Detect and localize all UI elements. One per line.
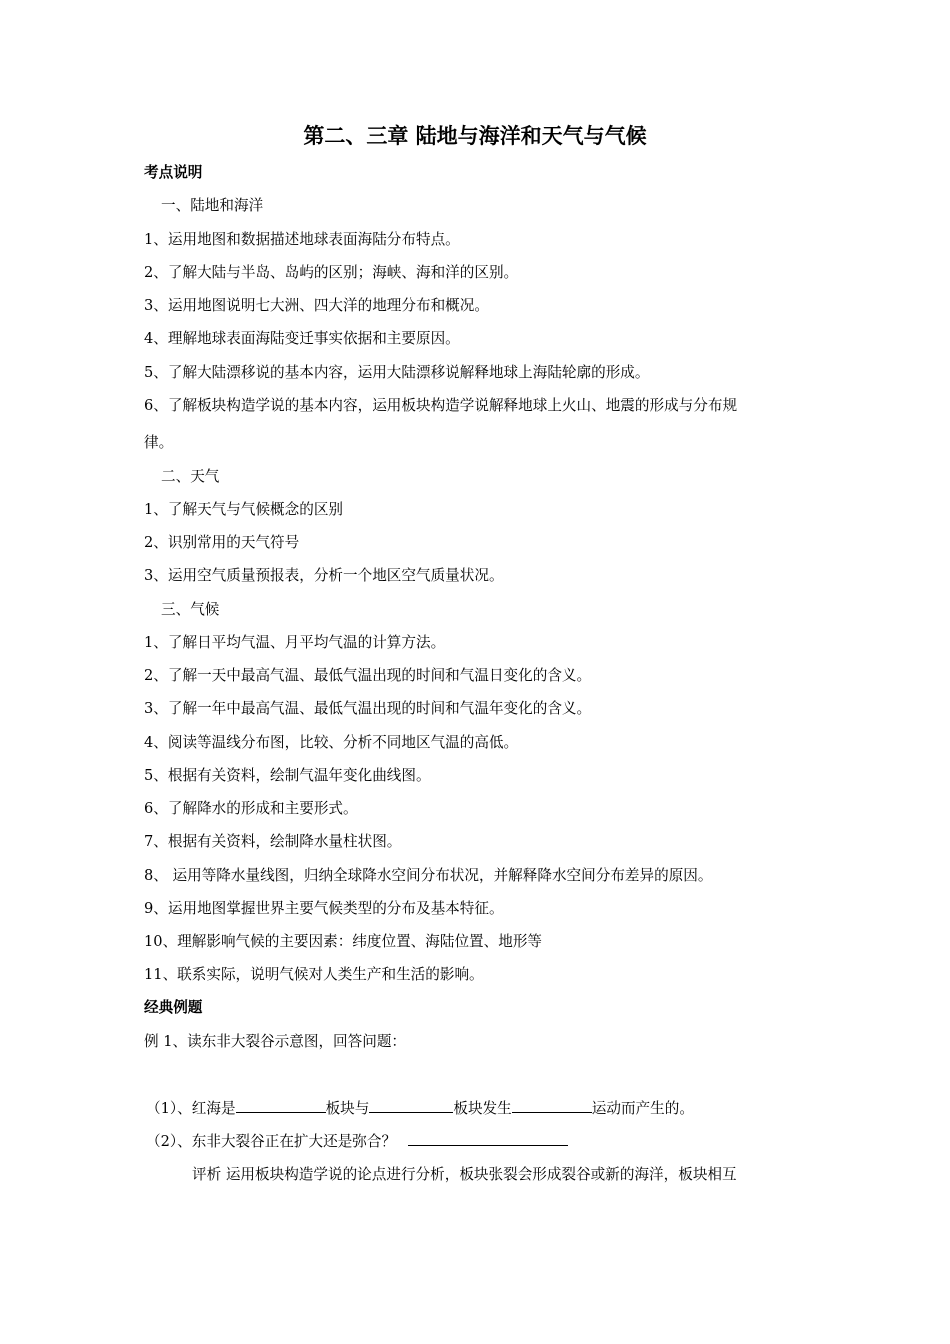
- list-item: 7、根据有关资料，绘制降水量柱状图。: [144, 833, 402, 850]
- list-item: 10、理解影响气候的主要因素：纬度位置、海陆位置、地形等: [144, 933, 543, 950]
- list-item: 5、了解大陆漂移说的基本内容，运用大陆漂移说解释地球上海陆轮廓的形成。: [144, 364, 650, 381]
- list-item: 2、了解一天中最高气温、最低气温出现的时间和气温日变化的含义。: [144, 667, 592, 684]
- part2-title: 二、天气: [161, 468, 220, 485]
- answer-blank-4[interactable]: [408, 1130, 568, 1146]
- q2-text: （2）、东非大裂谷正在扩大还是弥合？: [146, 1133, 397, 1150]
- list-item-continuation: 律。: [144, 434, 174, 451]
- page-title: 第二、三章 陆地与海洋和天气与气候: [303, 124, 647, 148]
- list-item: 3、运用地图说明七大洲、四大洋的地理分布和概况。: [144, 297, 489, 314]
- list-item: 9、运用地图掌握世界主要气候类型的分布及基本特征。: [144, 900, 504, 917]
- list-item: 4、理解地球表面海陆变迁事实依据和主要原因。: [144, 330, 460, 347]
- section-heading-examples: 经典例题: [144, 999, 203, 1016]
- answer-blank-1[interactable]: [236, 1097, 326, 1113]
- answer-blank-3[interactable]: [512, 1097, 592, 1113]
- answer-blank-2[interactable]: [369, 1097, 453, 1113]
- list-item: 6、了解降水的形成和主要形式。: [144, 800, 358, 817]
- question-2: [146, 1130, 826, 1153]
- list-item: 11、联系实际，说明气候对人类生产和生活的影响。: [144, 966, 484, 983]
- question-1: [146, 1097, 826, 1120]
- section-heading-kaodian: 考点说明: [144, 164, 203, 181]
- list-item: 8、 运用等降水量线图，归纳全球降水空间分布状况，并解释降水空间分布差异的原因。: [144, 867, 713, 884]
- list-item: 4、阅读等温线分布图，比较、分析不同地区气温的高低。: [144, 734, 519, 751]
- list-item: 3、了解一年中最高气温、最低气温出现的时间和气温年变化的含义。: [144, 700, 592, 717]
- q1-prefix: （1）、红海是: [146, 1100, 236, 1117]
- list-item: 1、运用地图和数据描述地球表面海陆分布特点。: [144, 231, 460, 248]
- list-item: 5、根据有关资料，绘制气温年变化曲线图。: [144, 767, 431, 784]
- list-item: 1、了解天气与气候概念的区别: [144, 501, 344, 518]
- q1-mid1: 板块与: [325, 1100, 370, 1117]
- part3-title: 三、气候: [161, 601, 220, 618]
- q1-suffix: 运动而产生的。: [591, 1100, 694, 1117]
- q1-mid2: 板块发生: [453, 1100, 512, 1117]
- list-item: 6、了解板块构造学说的基本内容，运用板块构造学说解释地球上火山、地震的形成与分布规: [144, 397, 738, 414]
- list-item: 3、运用空气质量预报表，分析一个地区空气质量状况。: [144, 567, 504, 584]
- list-item: 2、了解大陆与半岛、岛屿的区别；海峡、海和洋的区别。: [144, 264, 519, 281]
- list-item: 2、识别常用的天气符号: [144, 534, 300, 551]
- analysis-text: 评析 运用板块构造学说的论点进行分析，板块张裂会形成裂谷或新的海洋，板块相互: [192, 1166, 737, 1183]
- list-item: 1、了解日平均气温、月平均气温的计算方法。: [144, 634, 446, 651]
- example-prompt: 例 1、读东非大裂谷示意图，回答问题：: [144, 1033, 407, 1050]
- part1-title: 一、陆地和海洋: [161, 197, 264, 214]
